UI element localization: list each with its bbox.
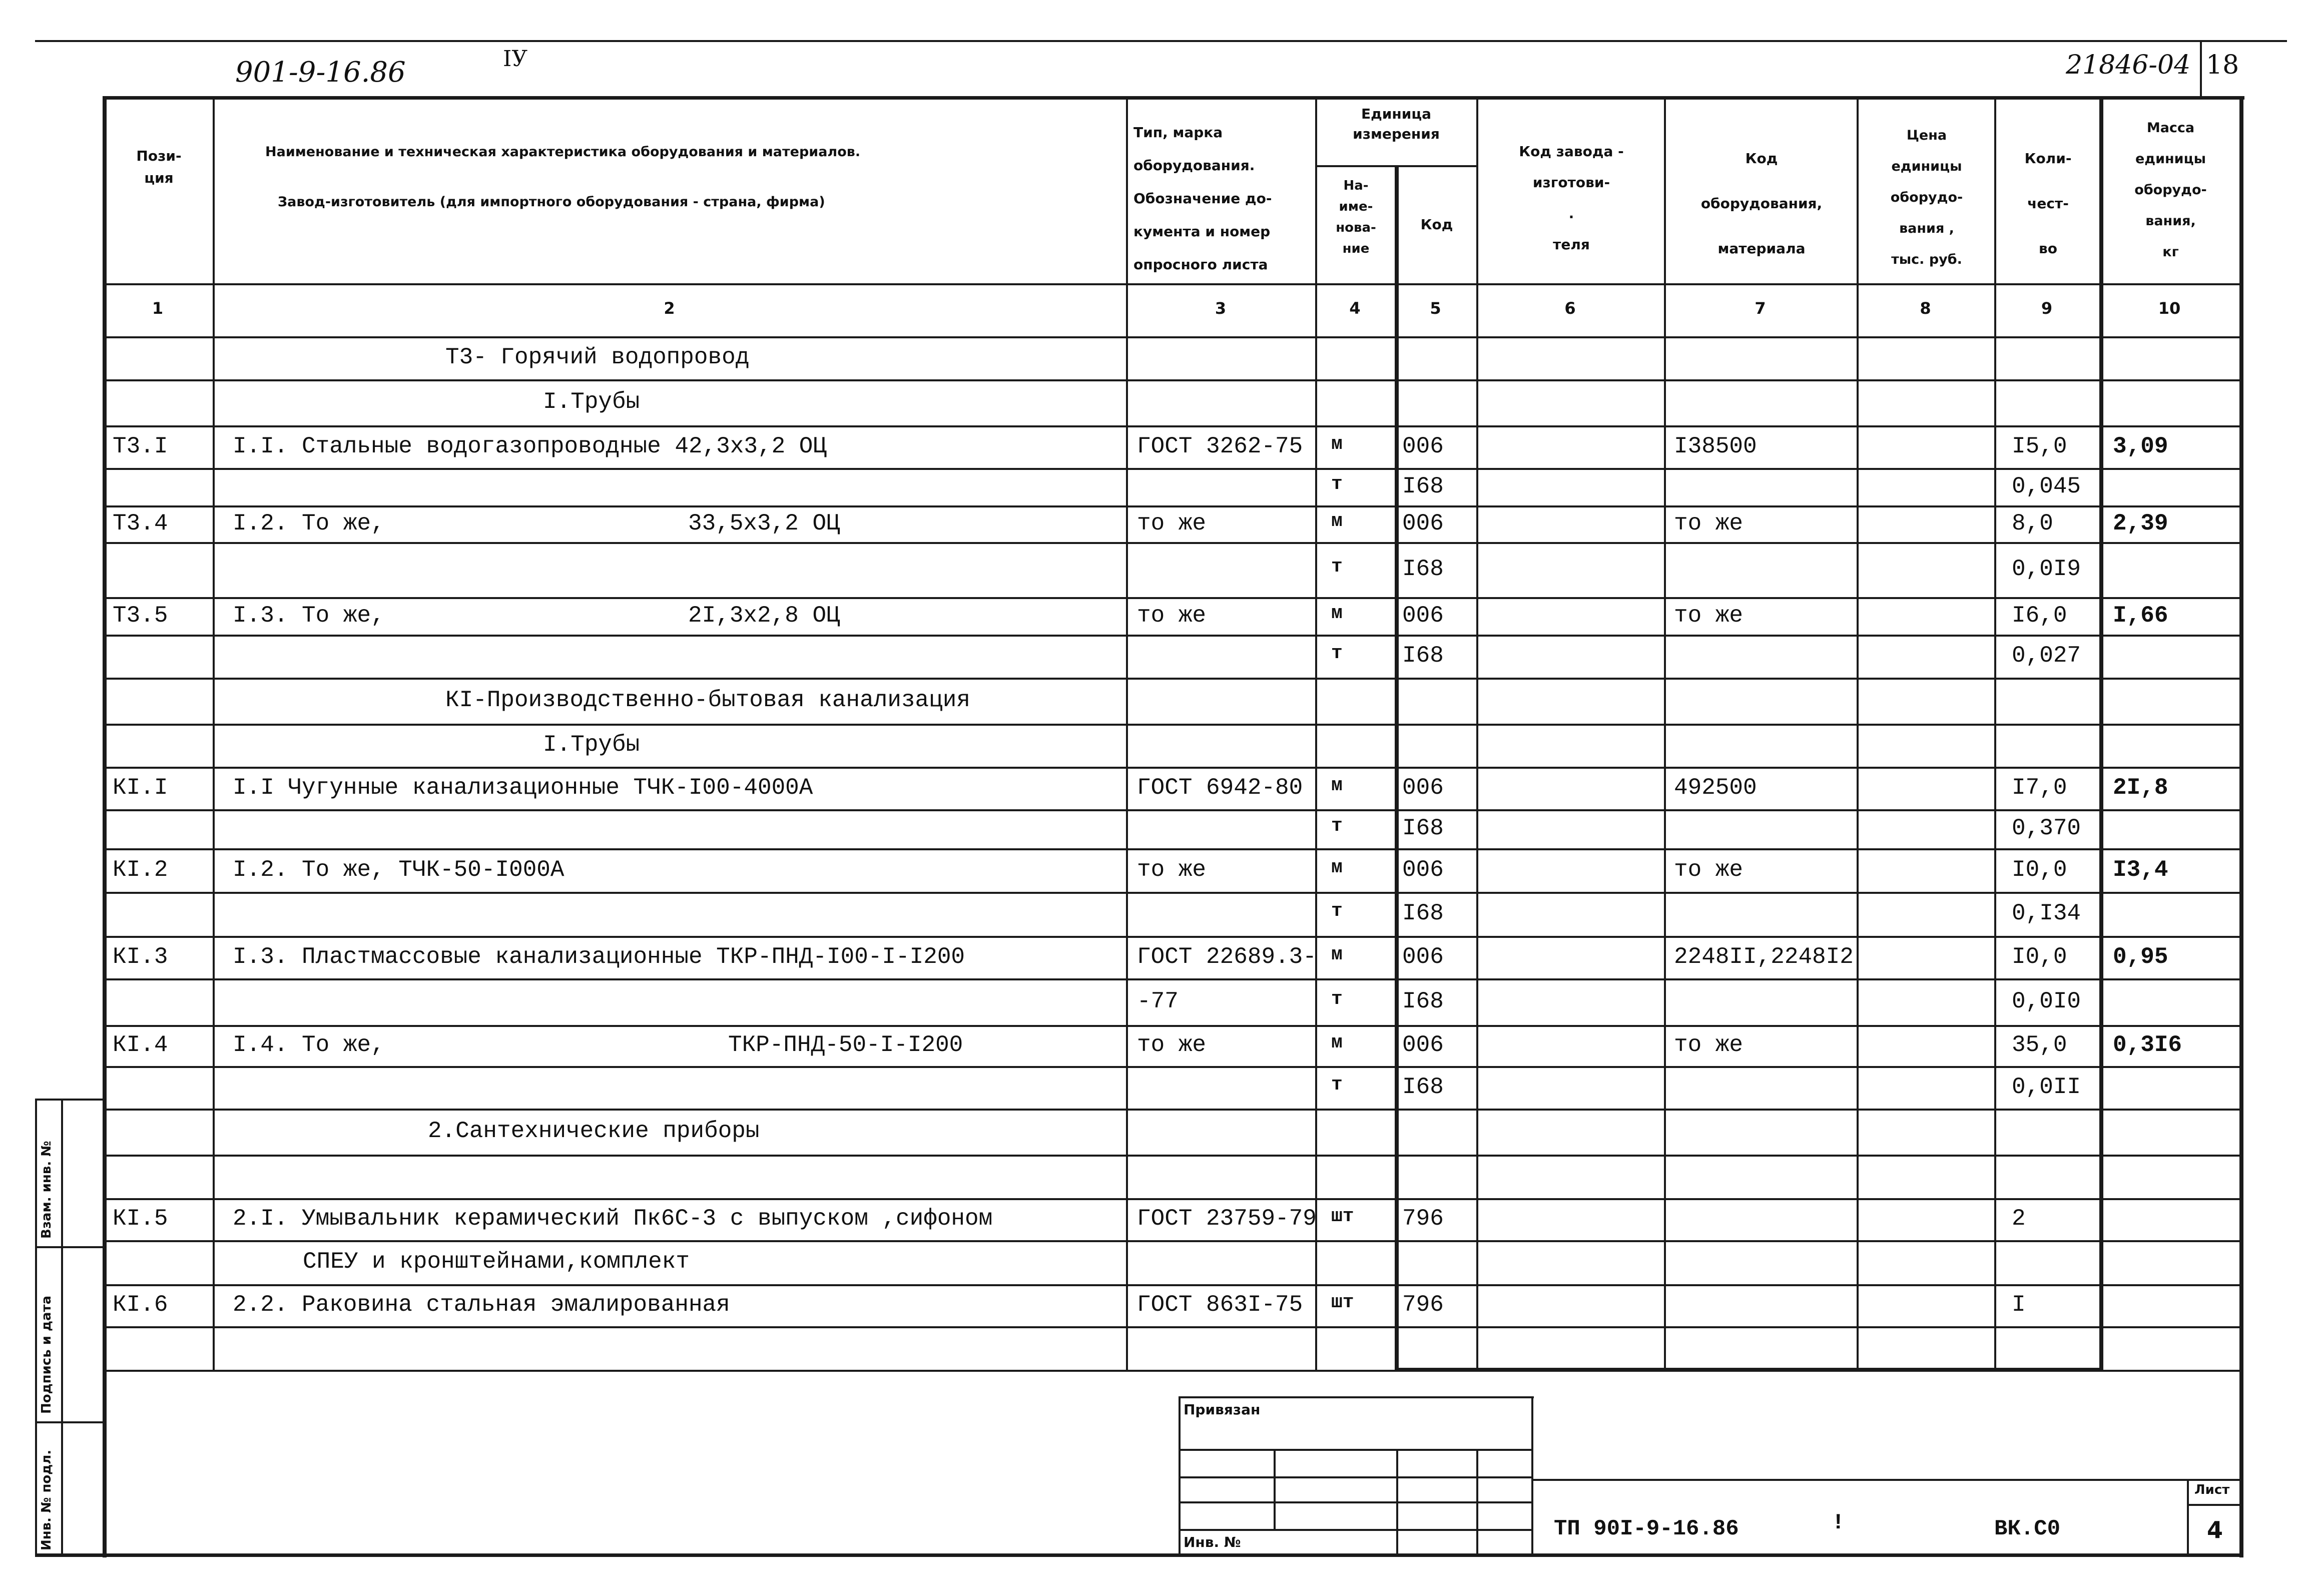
row-unit-code: 796 (1402, 1292, 1444, 1318)
col-line-8 (1994, 96, 1996, 1370)
row-mass: 0,3I6 (2113, 1032, 2182, 1058)
stamp-privyazan-top (1179, 1396, 1534, 1398)
stamp-inv-no: Инв. № (1184, 1534, 1241, 1550)
row-equipment-code: то же (1674, 1032, 1744, 1058)
row-divider (103, 425, 2239, 427)
col-line-2 (1126, 96, 1128, 1370)
stamp-privyazan: Привязан (1184, 1401, 1261, 1418)
stamp-row2 (1179, 1476, 1531, 1478)
row-equipment-code: то же (1674, 510, 1744, 537)
row-quantity: 2 (2012, 1206, 2026, 1232)
row-divider (103, 724, 2239, 726)
row-mass: 2,39 (2113, 510, 2168, 537)
row-name: I.I Чугунные канализационные ТЧК-I00-4000А (233, 775, 813, 801)
row-equipment-code: то же (1674, 857, 1744, 883)
stamp-vcol2 (1396, 1449, 1398, 1555)
row-divider (103, 597, 2239, 599)
header-col6: Код завода - изготови- . теля (1519, 143, 1624, 253)
row-document: ГОСТ 3262-75 (1137, 433, 1303, 459)
row-unit-name: м (1331, 857, 1343, 878)
top-border (35, 40, 2287, 42)
row-divider (103, 936, 2239, 938)
row-quantity: 0,0I9 (2012, 556, 2081, 582)
row-divider (103, 542, 2239, 544)
colnum-1: 1 (152, 299, 164, 318)
row-position: КI.4 (113, 1032, 168, 1058)
row-document: ГОСТ 863I-75 (1137, 1292, 1303, 1318)
row-position: КI.6 (113, 1292, 168, 1318)
album-number: IУ (503, 46, 528, 72)
row-name: I.2. То же, (233, 510, 385, 537)
row-unit-code: I68 (1402, 643, 1444, 669)
row-divider (103, 767, 2239, 769)
row-divider (103, 468, 2239, 470)
side-strip-inner (61, 1099, 63, 1555)
row-position: КI.I (113, 775, 168, 801)
row-name: I.2. То же, ТЧК-50-I000А (233, 857, 564, 883)
page-number-top: 18 (2206, 50, 2239, 80)
row-divider (103, 892, 2239, 894)
row-unit-name: т (1331, 900, 1343, 922)
side-strip-left (35, 1099, 37, 1555)
row-quantity: I0,0 (2012, 944, 2067, 970)
row-quantity: 0,0II (2012, 1074, 2081, 1100)
row-mass: I3,4 (2113, 857, 2168, 883)
page-number-divider (2200, 40, 2202, 98)
stamp-row1 (1179, 1449, 1531, 1451)
row-unit-name: т (1331, 643, 1343, 664)
row-divider (103, 635, 2239, 637)
header-col3: Тип, марка оборудования. Обозначение до- кумента и номер опросного листа (1133, 124, 1272, 273)
row-document: то же (1137, 510, 1207, 537)
row-document: то же (1137, 603, 1207, 629)
row-document: ГОСТ 22689.3- (1137, 944, 1317, 970)
stamp-title-top (1531, 1479, 2239, 1481)
row-quantity: 35,0 (2012, 1032, 2067, 1058)
header-col10: Масса единицы оборудо- вания, кг (2134, 120, 2207, 260)
row-name: 2.2. Раковина стальная эмалированная (233, 1292, 730, 1318)
row-divider (103, 848, 2239, 850)
header-col4: На- име- нова- ние (1336, 178, 1376, 256)
row-divider (103, 379, 2239, 381)
table-right-border (2239, 96, 2243, 1557)
row-divider (103, 678, 2239, 680)
side-strip-div2 (35, 1421, 103, 1423)
row-equipment-code: 2248II,2248I2 (1674, 944, 1854, 970)
row-name: СПЕУ и кронштейнами,комплект (303, 1249, 690, 1275)
row-name: I.4. То же, (233, 1032, 385, 1058)
stamp-vcol1 (1274, 1449, 1276, 1529)
row-unit-name: т (1331, 556, 1343, 578)
row-document: -77 (1137, 988, 1179, 1014)
col-line-1 (213, 96, 215, 1370)
row-unit-name: т (1331, 988, 1343, 1010)
table-top-border (103, 96, 2244, 100)
row-document: ГОСТ 23759-79 (1137, 1206, 1317, 1232)
row-quantity: I7,0 (2012, 775, 2067, 801)
row-divider (103, 1109, 2239, 1111)
stamp-sheet-number: 4 (2207, 1516, 2223, 1543)
row-mass: 3,09 (2113, 433, 2168, 459)
col-line-7 (1857, 96, 1859, 1370)
doc-code-handwritten: 901-9-16.86 (235, 56, 406, 89)
header-col1: Пози- ция (136, 148, 182, 186)
row-name: 2.I. Умывальник керамический Пк6С-3 с выпуском ,сифоном (233, 1206, 993, 1232)
row-divider (103, 1326, 2239, 1328)
stamp-row3 (1179, 1501, 1531, 1503)
header-col2-line2: Завод-изготовитель (для импортного оборудования - страна, фирма) (278, 194, 825, 210)
row-quantity: I (2012, 1292, 2026, 1318)
row-unit-code: I68 (1402, 988, 1444, 1014)
row-unit-code: 006 (1402, 944, 1444, 970)
row-unit-name: м (1331, 1032, 1343, 1053)
row-name: I.3. Пластмассовые канализационные ТКР-ПНД-I00-I-I200 (233, 944, 965, 970)
row-quantity: I6,0 (2012, 603, 2067, 629)
stamp-top-border (103, 1370, 2239, 1372)
row-unit-code: I68 (1402, 815, 1444, 841)
stamp-right-sub (1531, 1396, 1533, 1555)
side-label-vzam: Взам. инв. № (39, 1141, 54, 1239)
row-quantity: I0,0 (2012, 857, 2067, 883)
row-name: I.Трубы (543, 389, 640, 415)
row-quantity: 0,0I0 (2012, 988, 2081, 1014)
colnum-2: 2 (664, 299, 675, 318)
stamp-sheet-div (2187, 1504, 2239, 1506)
side-label-podpis: Подпись и дата (39, 1295, 54, 1414)
row-unit-code: 006 (1402, 433, 1444, 459)
row-unit-code: I68 (1402, 556, 1444, 582)
header-col9: Коли- чест- во (2024, 150, 2072, 257)
sheet-id-handwritten: 21846-04 (2066, 50, 2191, 80)
row-equipment-code: I38500 (1674, 433, 1757, 459)
header-divider (103, 283, 2239, 285)
row-unit-name: шт (1331, 1292, 1354, 1313)
row-quantity: I5,0 (2012, 433, 2067, 459)
stamp-left (1179, 1396, 1181, 1555)
row-unit-name: м (1331, 433, 1343, 455)
colnum-7: 7 (1755, 299, 1766, 318)
row-name-detail: ТКР-ПНД-50-I-I200 (728, 1032, 963, 1058)
row-name: КI-Производственно-бытовая канализация (445, 687, 970, 713)
row-divider (103, 1066, 2239, 1068)
row-unit-name: т (1331, 1074, 1343, 1096)
stamp-sheet-label: Лист (2194, 1482, 2230, 1497)
colnum-5: 5 (1430, 299, 1441, 318)
row-unit-code: 006 (1402, 857, 1444, 883)
row-position: Т3.4 (113, 510, 168, 537)
row-document: то же (1137, 857, 1207, 883)
row-position: КI.3 (113, 944, 168, 970)
row-unit-code: 796 (1402, 1206, 1444, 1232)
row-divider (103, 1025, 2239, 1027)
row-quantity: 0,027 (2012, 643, 2081, 669)
header-col7: Код оборудования, материала (1700, 150, 1823, 257)
side-strip-div1 (35, 1246, 103, 1248)
row-mass: I,66 (2113, 603, 2168, 629)
row-divider (103, 1198, 2239, 1200)
header-col45-group: Единица измерения (1353, 106, 1440, 142)
table-bottom-border (35, 1553, 2243, 1557)
row-unit-code: I68 (1402, 1074, 1444, 1100)
unit-group-divider (1315, 165, 1476, 167)
colnum-8: 8 (1920, 299, 1931, 318)
stamp-sheet-left (2187, 1479, 2189, 1555)
col-line-5 (1476, 96, 1478, 1370)
side-label-inv-podl: Инв. № подл. (39, 1449, 54, 1550)
row-document: ГОСТ 6942-80 (1137, 775, 1303, 801)
row-unit-name: м (1331, 603, 1343, 624)
row-unit-code: I68 (1402, 900, 1444, 926)
row-mass: 0,95 (2113, 944, 2168, 970)
row-divider (103, 809, 2239, 811)
stamp-vcol3 (1476, 1449, 1478, 1555)
row-quantity: 0,045 (2012, 473, 2081, 499)
row-unit-code: 006 (1402, 510, 1444, 537)
row-position: Т3.5 (113, 603, 168, 629)
row-equipment-code: 492500 (1674, 775, 1757, 801)
colnum-6: 6 (1564, 299, 1576, 318)
row-unit-code: I68 (1402, 473, 1444, 499)
row-name: I.Трубы (543, 732, 640, 758)
row-document: то же (1137, 1032, 1207, 1058)
col-line-3 (1315, 96, 1317, 1370)
row-unit-name: т (1331, 473, 1343, 495)
row-quantity: 0,370 (2012, 815, 2081, 841)
row-unit-code: 006 (1402, 775, 1444, 801)
row-unit-code: 006 (1402, 1032, 1444, 1058)
header-col8: Цена единицы оборудо- вания , тыс. руб. (1890, 128, 1963, 267)
stamp-tick: ! (1832, 1510, 1845, 1535)
stamp-row4 (1179, 1529, 1531, 1531)
row-unit-name: м (1331, 775, 1343, 796)
row-unit-name: т (1331, 815, 1343, 837)
header-col2-line1: Наименование и техническая характеристика оборудования и материалов. (265, 144, 861, 160)
row-unit-name: м (1331, 510, 1343, 532)
row-unit-name: шт (1331, 1206, 1354, 1227)
colnum-4: 4 (1349, 299, 1361, 318)
row-quantity: 8,0 (2012, 510, 2053, 537)
colnum-divider (103, 336, 2239, 338)
row-position: Т3.I (113, 433, 168, 459)
row-divider (103, 1284, 2239, 1286)
stamp-designation: ТП 90I-9-16.86 (1554, 1516, 1739, 1541)
col-line-6 (1664, 96, 1666, 1370)
row-quantity: 0,I34 (2012, 900, 2081, 926)
row-divider (103, 505, 2239, 507)
row-name-detail: 2I,3х2,8 ОЦ (688, 603, 840, 629)
side-strip-top (35, 1099, 103, 1101)
row-divider (103, 1155, 2239, 1157)
colnum-3: 3 (1215, 299, 1227, 318)
row-name: I.I. Стальные водогазопроводные 42,3х3,2 ОЦ (233, 433, 827, 459)
row-name: 2.Сантехнические приборы (428, 1118, 760, 1144)
header-col5: Код (1420, 216, 1453, 233)
row-unit-code: 006 (1402, 603, 1444, 629)
col-line-9 (2099, 96, 2103, 1370)
row-name-detail: 33,5х3,2 ОЦ (688, 510, 840, 537)
row-name: I.3. То же, (233, 603, 385, 629)
row-name: Т3- Горячий водопровод (445, 344, 750, 370)
row-position: КI.2 (113, 857, 168, 883)
row-equipment-code: то же (1674, 603, 1744, 629)
row-unit-name: м (1331, 944, 1343, 965)
row-divider (103, 1240, 2239, 1242)
row-position: КI.5 (113, 1206, 168, 1232)
row-mass: 2I,8 (2113, 775, 2168, 801)
colnum-9: 9 (2041, 299, 2053, 318)
stamp-mark: ВК.С0 (1994, 1516, 2061, 1541)
colnum-10: 10 (2158, 299, 2181, 318)
row-divider (103, 978, 2239, 980)
